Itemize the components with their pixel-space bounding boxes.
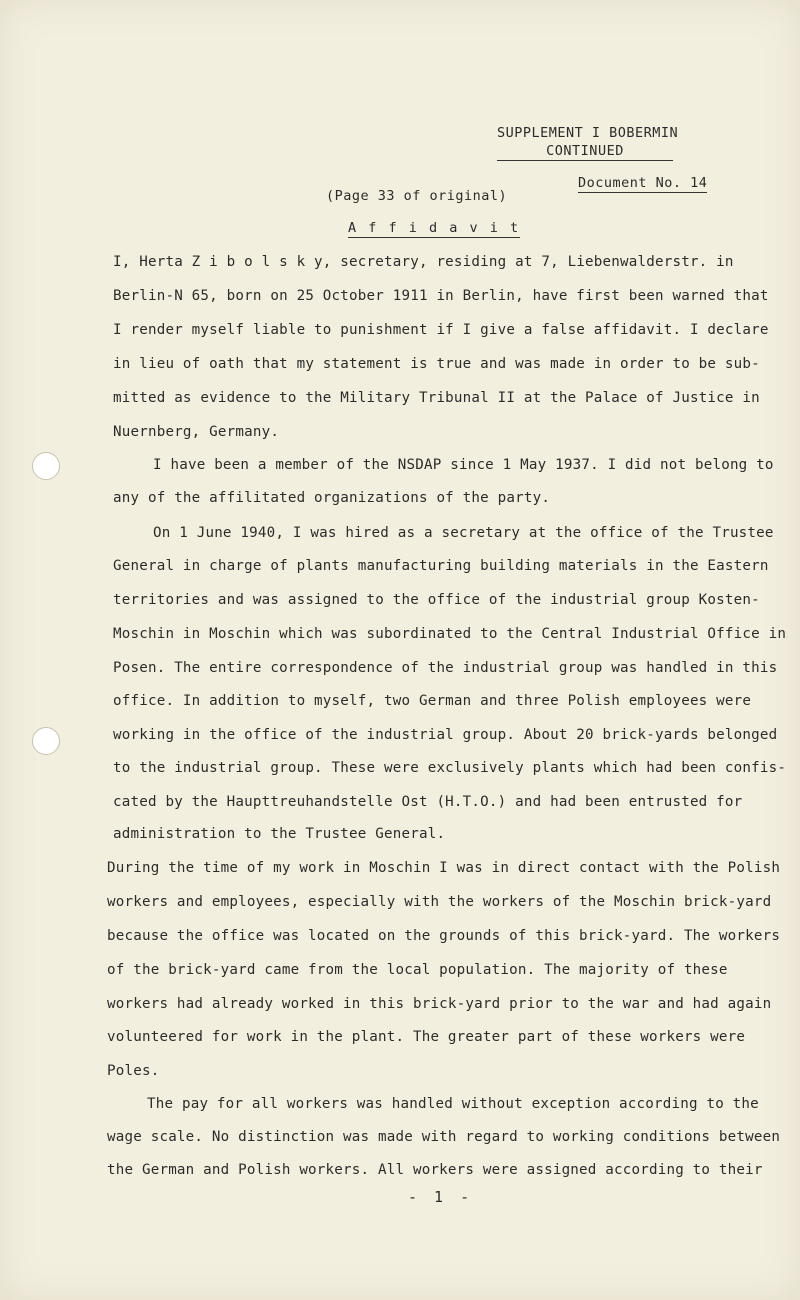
document-number: Document No. 14 <box>578 175 708 191</box>
text-line: I, Herta Z i b o l s k y, secretary, residing at 7, Liebenwalderstr. in <box>113 254 734 270</box>
text-line: workers had already worked in this brick-yard prior to the war and had again <box>107 996 772 1012</box>
text-line: During the time of my work in Moschin I was in direct contact with the Polish <box>107 860 781 876</box>
text-line: in lieu of oath that my statement is true and was made in order to be sub- <box>113 356 760 372</box>
text-line: to the industrial group. These were exclusively plants which had been confis- <box>113 760 787 776</box>
text-line: General in charge of plants manufacturing building materials in the Eastern <box>113 558 769 574</box>
text-line: Moschin in Moschin which was subordinated to the Central Industrial Office in <box>113 626 787 642</box>
text-line: territories and was assigned to the office of the industrial group Kosten- <box>113 592 760 608</box>
text-line: the German and Polish workers. All workers were assigned according to their <box>107 1162 763 1178</box>
text-line: mitted as evidence to the Military Tribunal II at the Palace of Justice in <box>113 390 760 406</box>
punch-hole <box>32 727 60 755</box>
text-line: working in the office of the industrial group. About 20 brick-yards belonged <box>113 727 778 743</box>
text-line: Nuernberg, Germany. <box>113 424 280 440</box>
page-reference: (Page 33 of original) <box>326 188 508 204</box>
text-line: Posen. The entire correspondence of the industrial group was handled in this <box>113 660 778 676</box>
punch-hole <box>32 452 60 480</box>
text-line: of the brick-yard came from the local population. The majority of these <box>107 962 728 978</box>
text-line: any of the affilitated organizations of the party. <box>113 490 551 506</box>
text-line: wage scale. No distinction was made with regard to working conditions between <box>107 1129 781 1145</box>
text-line: workers and employees, especially with the workers of the Moschin brick-yard <box>107 894 772 910</box>
text-line: Poles. <box>107 1063 160 1079</box>
page-number: - 1 - <box>408 1188 474 1206</box>
text-line: On 1 June 1940, I was hired as a secretary at the office of the Trustee <box>153 525 774 541</box>
text-line: office. In addition to myself, two German and three Polish employees were <box>113 693 752 709</box>
text-line: because the office was located on the grounds of this brick-yard. The workers <box>107 928 781 944</box>
text-line: cated by the Haupttreuhandstelle Ost (H.T.O.) and had been entrusted for <box>113 794 743 810</box>
text-line: The pay for all workers was handled without exception according to the <box>147 1096 759 1112</box>
text-line: I render myself liable to punishment if I give a false affidavit. I declare <box>113 322 769 338</box>
text-line: I have been a member of the NSDAP since 1 May 1937. I did not belong to <box>153 457 774 473</box>
document-title: A f f i d a v i t <box>348 220 521 236</box>
text-line: volunteered for work in the plant. The greater part of these workers were <box>107 1029 746 1045</box>
text-line: Berlin-N 65, born on 25 October 1911 in Berlin, have first been warned that <box>113 288 769 304</box>
text-line: administration to the Trustee General. <box>113 826 446 842</box>
continued-heading: CONTINUED <box>497 143 673 161</box>
supplement-heading: SUPPLEMENT I BOBERMIN <box>497 125 679 141</box>
